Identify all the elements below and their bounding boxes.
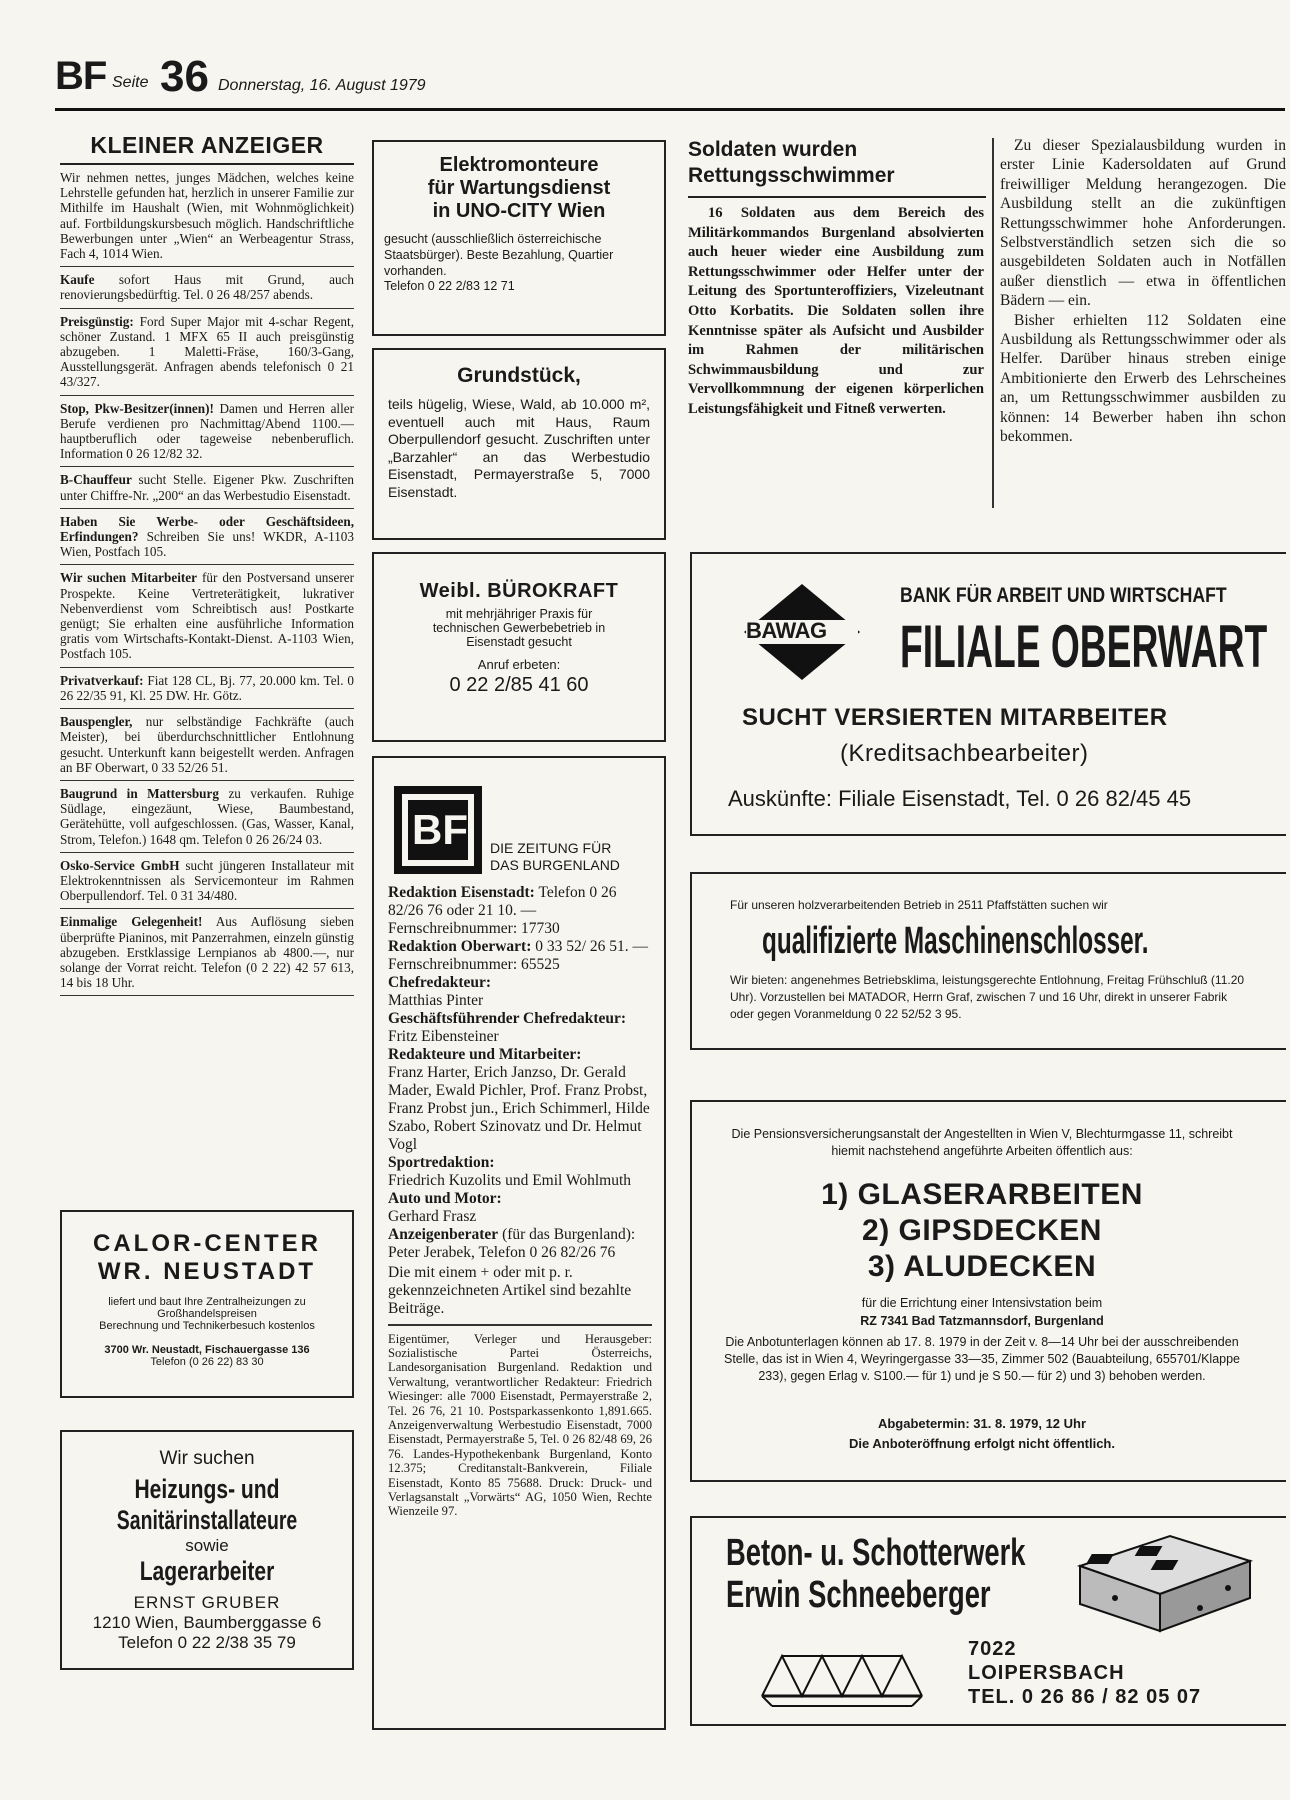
impressum-text: Eigentümer, Verleger und Herausgeber: Sozialistische Partei Österreichs, Landesorganisation Burgenland. Redaktion und Verwaltung, verantwortlicher Redakteur: Friedrich Wiesinger: alle 7000 Eisenstadt, Permayerstraße 2, Tel. 26 76, 21 10. Postsparkassenkonto 1,891.665. Anzeigenverwaltung Werbestudio Eisenstadt, 7000 Eisenstadt, Permayerstraße 5, Tel. 0 26 82/48 69, 26 76. Landes-Hypothekenbank Burgenland, Konto 12.375; Creditanstalt-Bankverein, Filiale Eisenstadt, Konto 85 75688. Druck: Druck- und Verlagsanstalt „Vorwärts“ AG, 1050 Wien, Rechte Wienzeile 97. xyxy=(388,1331,652,1519)
gruber-telephone: Telefon 0 22 2/38 35 79 xyxy=(118,1633,296,1652)
red-oberwart-heading: Redaktion Oberwart: xyxy=(388,938,532,955)
masthead-logo-frame xyxy=(394,786,482,874)
redakteure-list: Franz Harter, Erich Janzso, Dr. Gerald Mader, Ewald Pichler, Prof. Franz Probst, Franz Probst jun., Erich Schimmerl, Hilde Szabo, Robert Szinovatz und Dr. Helmut Vogl xyxy=(388,1064,650,1153)
classified-lead: Preisgünstig: xyxy=(60,313,134,329)
pension-termin: Abgabetermin: 31. 8. 1979, 12 Uhr xyxy=(877,1416,1087,1431)
beton-town: LOIPERSBACH xyxy=(968,1662,1125,1684)
classified-item xyxy=(60,909,354,996)
classified-text: Fiat 128 CL, Bj. 77, 20.000 km. Tel. 0 26 22/35 91, Kl. 25 DW. Hr. Götz. xyxy=(60,672,354,703)
matador-body: Wir bieten: angenehmes Betriebsklima, leistungsgerechte Entlohnung, Freitag Frühschluß (11.20 Uhr). Vorzustellen bei MATADOR, Herrn Graf, zwischen 7 und 16 Uhr, direkt in unserer Fabrik oder gegen Voranmeldung 0 22 52/52 3 95. xyxy=(730,973,1245,1021)
buero-line-2: technischen Gewerbebetrieb in xyxy=(432,621,606,635)
bawag-role: (Kreditsachbearbeiter) xyxy=(840,740,1089,767)
pension-intro: Die Pensionsversicherungsanstalt der Angestellten in Wien V, Blechturmgasse 11, schreibt hiemit nachstehend angeführte Arbeiten öffentlich aus: xyxy=(731,1127,1233,1158)
classified-item xyxy=(60,709,354,781)
chefredakteur-heading: Chefredakteur: xyxy=(388,974,492,991)
auto-name: Gerhard Frasz xyxy=(388,1208,477,1225)
article-title-2: Rettungsschwimmer xyxy=(688,164,895,187)
classified-item xyxy=(60,396,354,468)
uno-title-1: Elektromonteure xyxy=(439,154,599,176)
anzeigen-heading: Anzeigenberater xyxy=(388,1226,499,1243)
chefredakteur-name: Matthias Pinter xyxy=(388,992,484,1009)
classified-text: sucht Stelle. Eigener Pkw. Zuschriften unter Chiffre-Nr. „200“ an das Werbestudio Eisenstadt. xyxy=(60,472,354,503)
classified-item xyxy=(60,565,354,667)
sport-heading: Sportredaktion: xyxy=(388,1154,495,1171)
bawag-bank-name: BANK FÜR ARBEIT UND WIRTSCHAFT xyxy=(900,584,1227,607)
article-lead: 16 Soldaten aus dem Bereich des Militärkommandos Burgenland absolvierten auch heuer wieder eine Ausbildung zum Rettungsschwimmer oder Helfer unter der Leitung des Sportunteroffiziers, Vizeleutnant Otto Korbatits. Die Soldaten sollen ihre Kenntnisse später als Aufsicht und Ausbilder im Rahmen der militärischen Schwimmausbildung und zur Vervollkommnung der eigenen körperlichen Leistungsfähigkeit und Fitneß verwerten. xyxy=(688,205,984,417)
beton-line-1: Beton- u. Schotterwerk xyxy=(726,1532,1026,1574)
reinforcement-truss-icon xyxy=(752,1636,932,1716)
header-rule xyxy=(55,108,1285,111)
header-page-number: 36 xyxy=(160,52,209,101)
buero-title: Weibl. BÜROKRAFT xyxy=(419,580,619,602)
calor-body-3: Berechnung und Technikerbesuch kostenlos xyxy=(99,1320,315,1332)
article-title-rule xyxy=(688,196,986,198)
classified-item xyxy=(60,267,354,308)
gruber-intro: Wir suchen xyxy=(159,1448,255,1469)
article-col2 xyxy=(1000,136,1286,447)
bawag-ad xyxy=(690,552,1286,836)
classified-text: zu verkaufen. Ruhige Südlage, eingezäunt, Wiese, Baumbestand, Gerätehütte, voll aufgeschlossen. (Gas, Wasser, Kanal, Strom, Telefon.) 1648 qm. Telefon 0 26 26/24 03. xyxy=(60,785,354,847)
classified-lead: Stop, Pkw-Besitzer(innen)! xyxy=(60,400,214,416)
masthead-box xyxy=(372,756,666,1730)
grundstueck-body: teils hügelig, Wiese, Wald, ab 10.000 m², eventuell auch mit Haus, Raum Oberpullendorf gesucht. Zuschriften unter „Barzahler“ an das Werbestudio Eisenstadt, Permayerstraße 5, 7000 Eisenstadt. xyxy=(388,396,650,500)
uno-city-ad xyxy=(372,140,666,336)
classified-text: Ford Super Major mit 4-schar Regent, schöner Zustand. 1 MFX 65 II auch preisgünstig abzugeben. 1 Maletti-Fräse, 160/3-Gang, Ausstellungsgerät. Anfragen abends telefonisch 0 21 43/327. xyxy=(60,313,354,390)
pension-item-1: 1) GLASERARBEITEN xyxy=(821,1178,1143,1211)
gf-name: Fritz Eibensteiner xyxy=(388,1028,499,1045)
uno-body: gesucht (ausschließlich österreichische Staatsbürger). Beste Bezahlung, Quartier vorhanden. xyxy=(384,232,614,278)
masthead-slogan-2: DAS BURGENLAND xyxy=(490,857,620,873)
gf-heading: Geschäftsführender Chefredakteur: xyxy=(388,1010,627,1027)
bawag-logo-text: BAWAG xyxy=(746,618,827,643)
beton-zip: 7022 xyxy=(968,1638,1017,1660)
pension-ad xyxy=(690,1100,1286,1482)
classified-text: nur selbständige Fachkräfte (auch Meister), bei überdurchschnittlicher Entlohnung gesucht. Unterkunft kann beigestellt werden. Anfragen an BF Oberwart, 0 33 52/26 51. xyxy=(60,714,354,775)
article-col2-p1: Zu dieser Spezialausbildung wurden in erster Linie Kadersoldaten auf Grund freiwilliger Meldung herangezogen. Die Ausbildung stellt an die zukünftigen Rettungsschwimmer hohe Anforderungen. Selbstverständlich setzen sich die so ausgebildeten Soldaten auch in Notfällen außer dienstlich — etwa in öffentlichen Bädern — ein. xyxy=(1000,137,1286,310)
redakteure-heading: Redakteure und Mitarbeiter: xyxy=(388,1046,582,1063)
red-eisenstadt-heading: Redaktion Eisenstadt: xyxy=(388,884,535,901)
uno-telephone: Telefon 0 22 2/83 12 71 xyxy=(384,279,515,293)
header-date: Donnerstag, 16. August 1979 xyxy=(218,77,426,94)
classifieds-list xyxy=(60,165,354,996)
article-col2-p2: Bisher erhielten 112 Soldaten eine Ausbildung als Rettungsschwimmer oder als Helfer. Darüber hinaus streben einige Ambitionierte den Erwerb des Lehrscheines an, um Rettungsschwimmer ausbilden zu können: 14 Bewerber haben ihn schon bekommen. xyxy=(1000,311,1286,446)
pension-item-2: 2) GIPSDECKEN xyxy=(862,1214,1102,1247)
header-seite-label: Seite xyxy=(112,74,149,91)
gruber-sowie: sowie xyxy=(185,1536,229,1555)
gruber-job-3: Lagerarbeiter xyxy=(139,1556,275,1586)
bawag-contact: Auskünfte: Filiale Eisenstadt, Tel. 0 26 82/45 45 xyxy=(728,786,1192,811)
auto-heading: Auto und Motor: xyxy=(388,1190,502,1207)
classified-item xyxy=(60,309,354,396)
buero-line-1: mit mehrjähriger Praxis für xyxy=(445,607,593,621)
buero-telephone: 0 22 2/85 41 60 xyxy=(449,674,589,696)
classified-lead: Haben Sie Werbe- oder Geschäftsideen, Erfindungen? xyxy=(60,513,354,545)
beton-line-2: Erwin Schneeberger xyxy=(726,1574,991,1616)
beton-telephone: TEL. 0 26 86 / 82 05 07 xyxy=(968,1686,1202,1708)
bawag-sucht: SUCHT VERSIERTEN MITARBEITER xyxy=(742,704,1168,731)
grundstueck-ad xyxy=(372,348,666,540)
classified-lead: Einmalige Gelegenheit! xyxy=(60,914,203,930)
article-column-rule xyxy=(992,138,994,508)
pension-body: Die Anbotunterlagen können ab 17. 8. 1979 in der Zeit v. 8—14 Uhr bei der ausschreibenden Stelle, das ist in Wien 4, Weyringergasse 33—35, Zimmer 502 (Bauabteilung, 655701/Klappe 233), gegen Erlag v. S100.— für 1) und je S 50.— für 2) und 3) behoben werden. xyxy=(723,1335,1241,1383)
buero-call-label: Anruf erbeten: xyxy=(477,657,561,672)
classified-item xyxy=(60,467,354,508)
calor-telephone: Telefon (0 26 22) 83 30 xyxy=(150,1356,264,1368)
gruber-address: 1210 Wien, Baumberggasse 6 xyxy=(92,1613,322,1632)
classified-item xyxy=(60,165,354,267)
masthead-content xyxy=(388,884,652,1519)
classified-text: Damen und Herren aller Berufe verdienen pro Nachmittag/Abend 1100.— hauptberuflich oder tageweise nebenberuflich. Information 0 26 12/82 32. xyxy=(60,400,354,462)
uno-title-3: in UNO-CITY Wien xyxy=(432,200,606,222)
buerokraft-ad xyxy=(372,552,666,742)
masthead-logo: BF xyxy=(412,806,468,853)
anzeigen-text: (für das Burgenland): Peter Jerabek, Telefon 0 26 82/26 76 xyxy=(388,1226,636,1261)
classified-lead: Privatverkauf: xyxy=(60,672,144,688)
grundstueck-title: Grundstück, xyxy=(457,364,581,387)
pension-item-3: 3) ALUDECKEN xyxy=(867,1250,1097,1283)
matador-ad xyxy=(690,872,1286,1050)
header-logo: BF xyxy=(55,54,107,98)
masthead-slogan-1: DIE ZEITUNG FÜR xyxy=(490,840,612,856)
gruber-ad xyxy=(60,1430,354,1670)
calor-title-2: WR. NEUSTADT xyxy=(97,1258,317,1285)
classified-lead: Kaufe xyxy=(60,272,95,288)
beton-ad xyxy=(690,1516,1286,1726)
classifieds-title: KLEINER ANZEIGER xyxy=(60,132,354,165)
calor-center-ad xyxy=(60,1210,354,1398)
pension-fuer: für die Errichtung einer Intensivstation beim xyxy=(861,1296,1103,1310)
gruber-name: ERNST GRUBER xyxy=(133,1593,281,1612)
classifieds-column xyxy=(60,132,354,996)
classified-text: sofort Haus mit Grund, auch renovierungsbedürftig. Tel. 0 26 48/257 abends. xyxy=(60,272,354,303)
red-eisenstadt-text: Telefon 0 26 82/26 76 oder 21 10. — Fernschreibnummer: 17730 xyxy=(388,884,617,937)
impressum-rule xyxy=(388,1324,652,1326)
classified-lead: Bauspengler, xyxy=(60,714,133,730)
calor-body-1: liefert und baut Ihre Zentralheizungen zu xyxy=(108,1296,306,1308)
bawag-filiale: FILIALE OBERWART xyxy=(900,613,1268,680)
classified-item xyxy=(60,509,354,566)
buero-line-3: Eisenstadt gesucht xyxy=(466,635,572,649)
classified-item xyxy=(60,781,354,853)
sport-names: Friedrich Kuzolits und Emil Wohlmuth xyxy=(388,1172,632,1189)
classified-item xyxy=(60,853,354,910)
calor-address: 3700 Wr. Neustadt, Fischauergasse 136 xyxy=(104,1344,310,1356)
gruber-job-1: Heizungs- und xyxy=(134,1474,280,1504)
pension-rz: RZ 7341 Bad Tatzmannsdorf, Burgenland xyxy=(860,1314,1104,1328)
red-oberwart-text: 0 33 52/ 26 51. — Fernschreibnummer: 65525 xyxy=(388,938,649,973)
matador-title: qualifizierte Maschinenschlosser. xyxy=(762,920,1149,962)
classified-lead: Baugrund in Mattersburg xyxy=(60,785,219,801)
classified-text: Aus Auflösung sieben überprüfte Pianinos, mit Panzerrahmen, einzeln günstig abzugeben. Erstklassige Lernpianos ab 4800.—, nur solange der Vorrat reicht. Telefon (0 2 22) 42 57 613, 14 bis 18 Uhr. xyxy=(60,914,354,991)
classified-text: Schreiben Sie uns! WKDR, A-1103 Wien, Postfach 105. xyxy=(60,529,354,560)
matador-intro: Für unseren holzverarbeitenden Betrieb in 2511 Pfaffstätten suchen wir xyxy=(730,898,1108,912)
calor-body-2: Großhandelspreisen xyxy=(157,1308,257,1320)
classified-text: für den Postversand unserer Prospekte. Keine Vertreterätigkeit, lukrativer Nebenverdienst vom Schreibtisch aus! Postkarte genügt; Sie erhalten eine ausführliche Information gratis vom Wirtschafts-Kontakt-Dienst. A-1103 Wien, Postfach 105. xyxy=(60,570,355,662)
classified-text: Wir nehmen nettes, junges Mädchen, welches keine Lehrstelle gefunden hat, herzlich in unserer Familie zur Mithilfe im Haushalt (Wien, mit Wohnmöglichkeit) auf. Fortbildungskursbesuch möglich. Handschriftliche Bewerbungen unter „Wien“ an Werbeagentur Strass, Fach 4, 1014 Wien. xyxy=(60,170,354,262)
gruber-job-2: Sanitärinstallateure xyxy=(116,1505,298,1535)
concrete-block-icon xyxy=(1060,1526,1260,1636)
masthead-note: Die mit einem + oder mit p. r. gekennzeichneten Artikel sind bezahlte Beiträge. xyxy=(388,1264,632,1317)
classified-lead: Wir suchen Mitarbeiter xyxy=(60,570,197,586)
classified-lead: B-Chauffeur xyxy=(60,472,132,488)
uno-title-2: für Wartungsdienst xyxy=(427,177,611,199)
calor-title-1: CALOR-CENTER xyxy=(93,1230,321,1257)
classified-text: sucht jüngeren Installateur mit Elektrokenntnissen als Servicemonteur im Rahmen Oberpullendorf. Tel. 0 31 34/480. xyxy=(60,857,354,904)
classified-item xyxy=(60,668,354,709)
classified-lead: Osko-Service GmbH xyxy=(60,857,180,873)
pension-oeffnung: Die Anboteröffnung erfolgt nicht öffentlich. xyxy=(849,1436,1115,1451)
article-title-1: Soldaten wurden xyxy=(688,138,858,161)
